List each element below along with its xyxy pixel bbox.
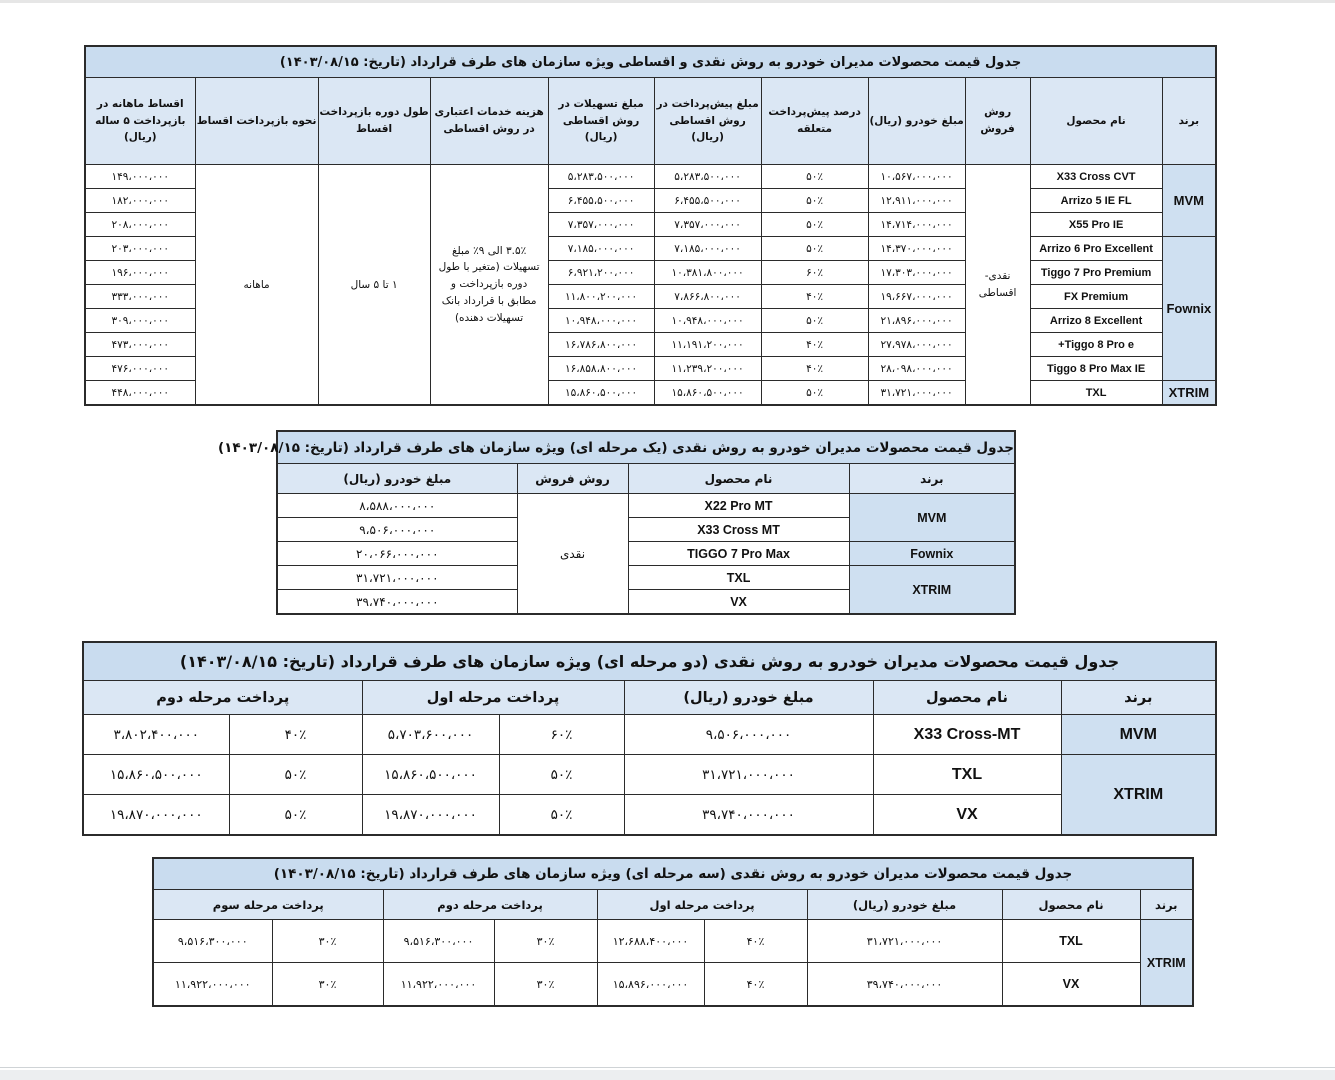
sale-method-cell: نقدی [517,494,628,615]
stage2-pct-cell: ۵۰٪ [229,795,362,836]
header-price: مبلغ خودرو (ریال) [277,464,517,494]
table-title: جدول قیمت محصولات مدیران خودرو به روش نقدی (دو مرحله ای) ویژه سازمان های طرف قرارداد (تاریخ: ۱۴۰۳/۰۸/۱۵) [83,642,1216,681]
brand-cell: Fownix [849,542,1015,566]
header-loan: مبلغ تسهیلات در روش اقساطی (ریال) [548,78,654,165]
down-pct-cell: ۴۰٪ [761,357,868,381]
product-cell: X33 Cross CVT [1030,165,1162,189]
down-pct-cell: ۶۰٪ [761,261,868,285]
price-cell: ۱۴،۷۱۴،۰۰۰،۰۰۰ [868,213,965,237]
monthly-cell: ۱۹۶،۰۰۰،۰۰۰ [85,261,195,285]
product-cell: VX [628,590,849,615]
product-cell: Arrizo 8 Excellent [1030,309,1162,333]
down-pct-cell: ۵۰٪ [761,381,868,406]
header-product: نام محصول [1030,78,1162,165]
product-cell: FX Premium [1030,285,1162,309]
stage2-amount-cell: ۱۹،۸۷۰،۰۰۰،۰۰۰ [83,795,229,836]
price-cell: ۱۰،۵۶۷،۰۰۰،۰۰۰ [868,165,965,189]
price-cell: ۳۱،۷۲۱،۰۰۰،۰۰۰ [807,920,1002,963]
header-product: نام محصول [1002,890,1140,920]
down-amount-cell: ۶،۴۵۵،۵۰۰،۰۰۰ [654,189,761,213]
brand-cell: XTRIM [849,566,1015,615]
product-cell: TXL [628,566,849,590]
table-title: جدول قیمت محصولات مدیران خودرو به روش نقدی (سه مرحله ای) ویژه سازمان های طرف قرارداد (تاریخ: ۱۴۰۳/۰۸/۱۵) [153,858,1193,890]
price-cell: ۹،۵۰۶،۰۰۰،۰۰۰ [277,518,517,542]
loan-cell: ۱۱،۸۰۰،۲۰۰،۰۰۰ [548,285,654,309]
table-title: جدول قیمت محصولات مدیران خودرو به روش نقدی (یک مرحله ای) ویژه سازمان های طرف قرارداد (تاریخ: ۱۴۰۳/۰۸/۱۵) [277,431,1015,464]
header-brand: برند [1140,890,1193,920]
stage2-pct-cell: ۴۰٪ [229,715,362,755]
price-cell: ۱۴،۳۷۰،۰۰۰،۰۰۰ [868,237,965,261]
product-cell: X33 Cross-MT [873,715,1061,755]
header-method: نحوه بازپرداخت اقساط [195,78,318,165]
product-cell: TXL [1030,381,1162,406]
loan-cell: ۱۶،۷۸۶،۸۰۰،۰۰۰ [548,333,654,357]
loan-cell: ۵،۲۸۳،۵۰۰،۰۰۰ [548,165,654,189]
down-amount-cell: ۵،۲۸۳،۵۰۰،۰۰۰ [654,165,761,189]
price-cell: ۳۱،۷۲۱،۰۰۰،۰۰۰ [277,566,517,590]
stage3-pct-cell: ۳۰٪ [272,963,383,1007]
loan-cell: ۷،۱۸۵،۰۰۰،۰۰۰ [548,237,654,261]
brand-cell: MVM [1061,715,1216,755]
stage3-pct-cell: ۳۰٪ [272,920,383,963]
stage1-pct-cell: ۵۰٪ [499,755,624,795]
header-stage1: پرداخت مرحله اول [597,890,807,920]
stage2-amount-cell: ۱۵،۸۶۰،۵۰۰،۰۰۰ [83,755,229,795]
price-cell: ۱۹،۶۶۷،۰۰۰،۰۰۰ [868,285,965,309]
price-cell: ۱۷،۳۰۳،۰۰۰،۰۰۰ [868,261,965,285]
header-credit-fee: هزینه خدمات اعتباری در روش اقساطی [430,78,548,165]
loan-cell: ۶،۴۵۵،۵۰۰،۰۰۰ [548,189,654,213]
down-pct-cell: ۵۰٪ [761,189,868,213]
period-cell: ۱ تا ۵ سال [318,165,430,406]
price-cell: ۲۷،۹۷۸،۰۰۰،۰۰۰ [868,333,965,357]
down-pct-cell: ۵۰٪ [761,309,868,333]
table-title: جدول قیمت محصولات مدیران خودرو به روش نقدی و اقساطی ویژه سازمان های طرف قرارداد (تاریخ: ۱۴۰۳/۰۸/۱۵) [85,46,1216,78]
down-amount-cell: ۱۱،۱۹۱،۲۰۰،۰۰۰ [654,333,761,357]
header-sale-method: روش فروش [965,78,1030,165]
brand-cell: MVM [849,494,1015,542]
cash-three-stage-table [152,857,1194,1007]
stage1-pct-cell: ۴۰٪ [704,920,807,963]
loan-cell: ۱۰،۹۴۸،۰۰۰،۰۰۰ [548,309,654,333]
sale-method-cell: نقدی- اقساطی [965,165,1030,406]
down-amount-cell: ۱۰،۳۸۱،۸۰۰،۰۰۰ [654,261,761,285]
header-brand: برند [849,464,1015,494]
stage2-amount-cell: ۱۱،۹۲۲،۰۰۰،۰۰۰ [383,963,494,1007]
down-amount-cell: ۱۰،۹۴۸،۰۰۰،۰۰۰ [654,309,761,333]
stage1-amount-cell: ۱۹،۸۷۰،۰۰۰،۰۰۰ [362,795,499,836]
product-cell: X22 Pro MT [628,494,849,518]
price-cell: ۸،۵۸۸،۰۰۰،۰۰۰ [277,494,517,518]
stage2-amount-cell: ۹،۵۱۶،۳۰۰،۰۰۰ [383,920,494,963]
top-border [0,0,1335,3]
product-cell: TXL [1002,920,1140,963]
down-pct-cell: ۵۰٪ [761,213,868,237]
product-cell: Tiggo 8 Pro e+ [1030,333,1162,357]
stage2-pct-cell: ۳۰٪ [494,963,597,1007]
product-cell: Tiggo 7 Pro Premium [1030,261,1162,285]
down-amount-cell: ۱۵،۸۶۰،۵۰۰،۰۰۰ [654,381,761,406]
monthly-cell: ۴۴۸،۰۰۰،۰۰۰ [85,381,195,406]
product-cell: TIGGO 7 Pro Max [628,542,849,566]
stage1-amount-cell: ۱۵،۸۹۶،۰۰۰،۰۰۰ [597,963,704,1007]
method-cell: ماهانه [195,165,318,406]
stage2-amount-cell: ۳،۸۰۲،۴۰۰،۰۰۰ [83,715,229,755]
monthly-cell: ۱۴۹،۰۰۰،۰۰۰ [85,165,195,189]
monthly-cell: ۳۳۳،۰۰۰،۰۰۰ [85,285,195,309]
header-stage1: پرداخت مرحله اول [362,681,624,715]
header-sale-method: روش فروش [517,464,628,494]
header-brand: برند [1061,681,1216,715]
stage1-amount-cell: ۱۲،۶۸۸،۴۰۰،۰۰۰ [597,920,704,963]
monthly-cell: ۳۰۹،۰۰۰،۰۰۰ [85,309,195,333]
header-period: طول دوره بازپرداخت اقساط [318,78,430,165]
loan-cell: ۱۵،۸۶۰،۵۰۰،۰۰۰ [548,381,654,406]
stage1-amount-cell: ۵،۷۰۳،۶۰۰،۰۰۰ [362,715,499,755]
stage1-amount-cell: ۱۵،۸۶۰،۵۰۰،۰۰۰ [362,755,499,795]
installment-price-table [84,45,1217,406]
loan-cell: ۱۶،۸۵۸،۸۰۰،۰۰۰ [548,357,654,381]
cash-two-stage-table [82,641,1217,836]
down-pct-cell: ۵۰٪ [761,237,868,261]
header-down-amount: مبلغ پیش‌پرداخت در روش اقساطی (ریال) [654,78,761,165]
price-cell: ۳۱،۷۲۱،۰۰۰،۰۰۰ [868,381,965,406]
price-cell: ۲۰،۰۶۶،۰۰۰،۰۰۰ [277,542,517,566]
header-product: نام محصول [628,464,849,494]
brand-cell: MVM [1162,165,1216,237]
down-amount-cell: ۷،۳۵۷،۰۰۰،۰۰۰ [654,213,761,237]
brand-cell: XTRIM [1140,920,1193,1007]
price-cell: ۳۹،۷۴۰،۰۰۰،۰۰۰ [624,795,873,836]
header-monthly: اقساط ماهانه در بازپرداخت ۵ ساله (ریال) [85,78,195,165]
product-cell: VX [1002,963,1140,1007]
cash-one-stage-table [218,430,1016,615]
brand-cell: Fownix [1162,237,1216,381]
product-cell: X55 Pro IE [1030,213,1162,237]
product-cell: Arrizo 6 Pro Excellent [1030,237,1162,261]
header-stage2: پرداخت مرحله دوم [383,890,597,920]
product-cell: TXL [873,755,1061,795]
header-price: مبلغ خودرو (ریال) [807,890,1002,920]
brand-cell: XTRIM [1162,381,1216,406]
brand-cell: XTRIM [1061,755,1216,836]
price-cell: ۲۱،۸۹۶،۰۰۰،۰۰۰ [868,309,965,333]
stage2-pct-cell: ۳۰٪ [494,920,597,963]
bottom-band [0,1070,1335,1080]
down-amount-cell: ۱۱،۲۳۹،۲۰۰،۰۰۰ [654,357,761,381]
loan-cell: ۶،۹۲۱،۲۰۰،۰۰۰ [548,261,654,285]
header-price: مبلغ خودرو (ریال) [624,681,873,715]
stage1-pct-cell: ۵۰٪ [499,795,624,836]
product-cell: VX [873,795,1061,836]
header-stage2: پرداخت مرحله دوم [83,681,362,715]
down-pct-cell: ۴۰٪ [761,333,868,357]
loan-cell: ۷،۳۵۷،۰۰۰،۰۰۰ [548,213,654,237]
stage3-amount-cell: ۹،۵۱۶،۳۰۰،۰۰۰ [153,920,272,963]
down-pct-cell: ۴۰٪ [761,285,868,309]
header-price: مبلغ خودرو (ریال) [868,78,965,165]
price-cell: ۹،۵۰۶،۰۰۰،۰۰۰ [624,715,873,755]
credit-fee-cell: ۳.۵٪ الی ۹٪ مبلغ تسهیلات (متغیر با طول دوره بازپرداخت و مطابق با قرارداد بانک تسهیلات دهنده) [430,165,548,406]
header-down-pct: درصد پیش‌پرداخت متعلقه [761,78,868,165]
product-cell: Tiggo 8 Pro Max IE [1030,357,1162,381]
monthly-cell: ۲۰۸،۰۰۰،۰۰۰ [85,213,195,237]
product-cell: X33 Cross MT [628,518,849,542]
price-cell: ۱۲،۹۱۱،۰۰۰،۰۰۰ [868,189,965,213]
price-cell: ۳۱،۷۲۱،۰۰۰،۰۰۰ [624,755,873,795]
product-cell: Arrizo 5 IE FL [1030,189,1162,213]
price-cell: ۲۸،۰۹۸،۰۰۰،۰۰۰ [868,357,965,381]
stage2-pct-cell: ۵۰٪ [229,755,362,795]
stage1-pct-cell: ۴۰٪ [704,963,807,1007]
header-stage3: پرداخت مرحله سوم [153,890,383,920]
bottom-divider [0,1067,1335,1068]
down-pct-cell: ۵۰٪ [761,165,868,189]
price-cell: ۳۹،۷۴۰،۰۰۰،۰۰۰ [277,590,517,615]
monthly-cell: ۴۷۳،۰۰۰،۰۰۰ [85,333,195,357]
price-cell: ۳۹،۷۴۰،۰۰۰،۰۰۰ [807,963,1002,1007]
monthly-cell: ۱۸۲،۰۰۰،۰۰۰ [85,189,195,213]
stage1-pct-cell: ۶۰٪ [499,715,624,755]
down-amount-cell: ۷،۱۸۵،۰۰۰،۰۰۰ [654,237,761,261]
header-brand: برند [1162,78,1216,165]
stage3-amount-cell: ۱۱،۹۲۲،۰۰۰،۰۰۰ [153,963,272,1007]
header-product: نام محصول [873,681,1061,715]
monthly-cell: ۲۰۳،۰۰۰،۰۰۰ [85,237,195,261]
monthly-cell: ۴۷۶،۰۰۰،۰۰۰ [85,357,195,381]
down-amount-cell: ۷،۸۶۶،۸۰۰،۰۰۰ [654,285,761,309]
